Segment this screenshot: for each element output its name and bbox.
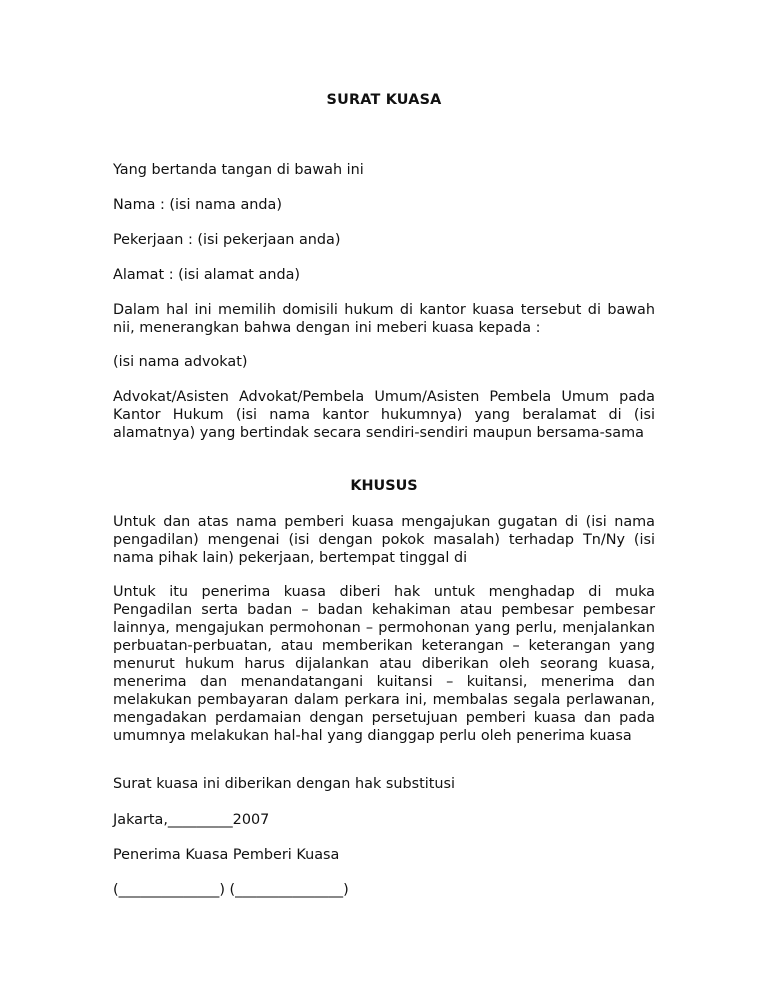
rights-paragraph: Untuk itu penerima kuasa diberi hak untuk menghadap di muka Pengadilan serta badan – badan kehakiman atau pembesar pembesar lainnya, mengajukan permohonan – permohonan yang perlu, menjalankan perbuatan-perbuatan, atau memberikan keterangan – keterangan yang menurut hukum harus dijalankan atau diberikan oleh seorang kuasa, menerima dan menandatangani kuitansi – kuitansi, menerima dan melakukan pembayaran dalam perkara ini, membalas segala perlawanan, mengadakan perdamaian dengan persetujuan pemberi kuasa dan pada umumnya melakukan hal-hal yang dianggap perlu oleh penerima kuasa xyxy=(113,584,655,744)
advocate-description-paragraph: Advokat/Asisten Advokat/Pembela Umum/Asisten Pembela Umum pada Kantor Hukum (isi nama kantor hukumnya) yang beralamat di (isi alamatnya) yang bertindak secara sendiri-sendiri maupun bersama-sama xyxy=(113,389,655,441)
domicile-paragraph: Dalam hal ini memilih domisili hukum di kantor kuasa tersebut di bawah nii, menerangkan bahwa dengan ini meberi kuasa kepada : xyxy=(113,302,655,336)
signers-line: Penerima Kuasa Pemberi Kuasa xyxy=(113,847,340,863)
khusus-heading: KHUSUS xyxy=(350,478,418,494)
date-line: Jakarta,_________2007 xyxy=(113,812,270,828)
substitution-line: Surat kuasa ini diberikan dengan hak substitusi xyxy=(113,776,456,792)
signature-lines: (______________) (_______________) xyxy=(113,882,349,898)
special-powers-paragraph: Untuk dan atas nama pemberi kuasa mengajukan gugatan di (isi nama pengadilan) mengenai (isi dengan pokok masalah) terhadap Tn/Ny (isi nama pihak lain) pekerjaan, bertempat tinggal di xyxy=(113,514,655,566)
intro-line: Yang bertanda tangan di bawah ini xyxy=(113,162,364,178)
name-line: Nama : (isi nama anda) xyxy=(113,197,282,213)
document-title: SURAT KUASA xyxy=(326,92,442,108)
address-line: Alamat : (isi alamat anda) xyxy=(113,267,301,283)
advocate-name-line: (isi nama advokat) xyxy=(113,354,248,370)
occupation-line: Pekerjaan : (isi pekerjaan anda) xyxy=(113,232,341,248)
